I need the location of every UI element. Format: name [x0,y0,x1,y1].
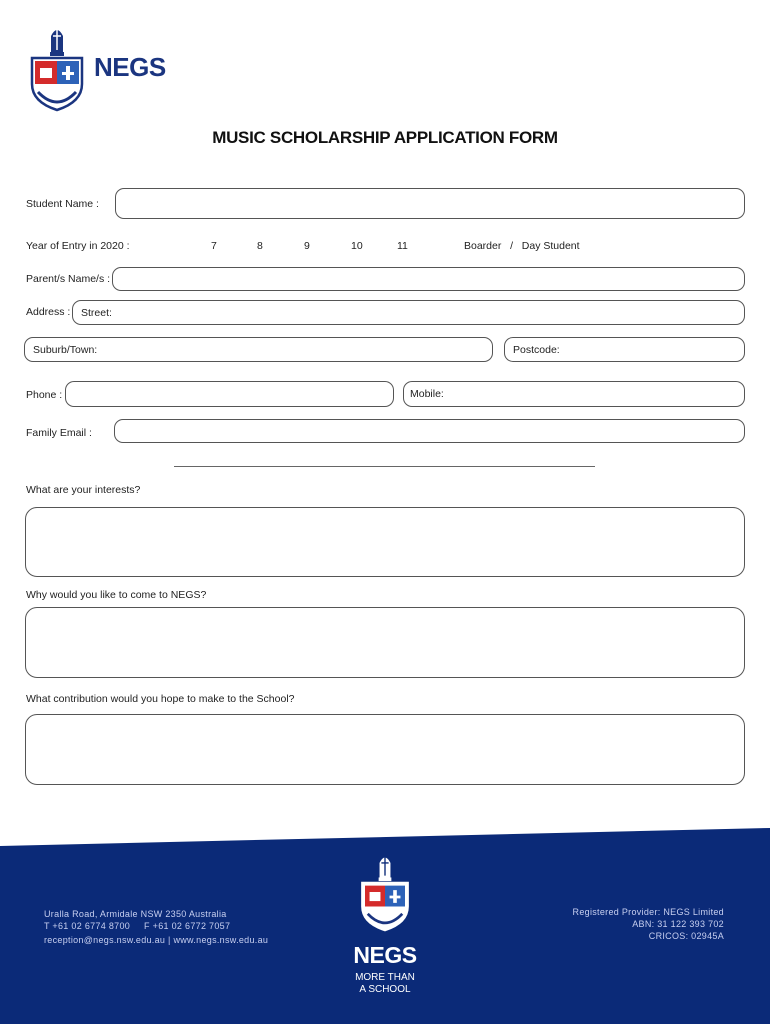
postcode-label: Postcode: [513,343,560,356]
email-label: Family Email : [26,427,92,439]
address-label: Address : [26,306,71,318]
crest-icon [24,22,90,114]
student-name-label: Student Name : [26,198,99,210]
phone-label: Phone : [26,389,63,401]
interests-textarea[interactable] [25,507,745,577]
why-negs-textarea[interactable] [25,607,745,678]
suburb-label: Suburb/Town: [33,343,98,356]
footer-abn: ABN: 31 122 393 702 [632,919,724,929]
why-negs-question: Why would you like to come to NEGS? [26,589,207,601]
street-label: Street: [81,306,112,319]
brand-name: NEGS [94,52,166,82]
footer-crest-icon [355,846,415,938]
footer-cricos: CRICOS: 02945A [648,931,724,941]
year-option-10[interactable]: 10 [351,240,363,252]
footer-address: Uralla Road, Armidale NSW 2350 Australia [44,909,227,919]
year-option-8[interactable]: 8 [257,240,263,252]
parent-name-label: Parent/s Name/s : [26,273,111,285]
street-input[interactable] [72,300,745,325]
header-logo [24,22,184,114]
year-option-9[interactable]: 9 [304,240,310,252]
contribution-textarea[interactable] [25,714,745,785]
contribution-question: What contribution would you hope to make to the School? [26,693,295,705]
footer-tagline: MORE THAN A SCHOOL [355,972,415,995]
phone-input[interactable] [65,381,394,407]
footer-brand-name: NEGS [353,942,417,968]
footer-phone-fax: T +61 02 6774 8700 F +61 02 6772 7057 [44,921,231,931]
form-title: MUSIC SCHOLARSHIP APPLICATION FORM [212,128,558,147]
footer-logo [340,846,430,1001]
interests-question: What are your interests? [26,484,141,496]
mobile-label: Mobile: [410,388,444,400]
year-option-7[interactable]: 7 [211,240,217,252]
year-of-entry-label: Year of Entry in 2020 : [26,240,130,252]
family-email-input[interactable] [114,419,745,443]
footer-contact[interactable]: reception@negs.nsw.edu.au | www.negs.nsw.edu.au [44,935,269,945]
boarding-options[interactable]: Boarder / Day Student [464,240,580,252]
year-option-11[interactable]: 11 [397,240,408,252]
suburb-input[interactable] [24,337,493,362]
footer-provider: Registered Provider: NEGS Limited [572,907,724,917]
student-name-input[interactable] [115,188,745,219]
section-divider [174,466,595,467]
postcode-input[interactable] [504,337,745,362]
parent-name-input[interactable] [112,267,745,291]
mobile-input[interactable] [403,381,745,407]
